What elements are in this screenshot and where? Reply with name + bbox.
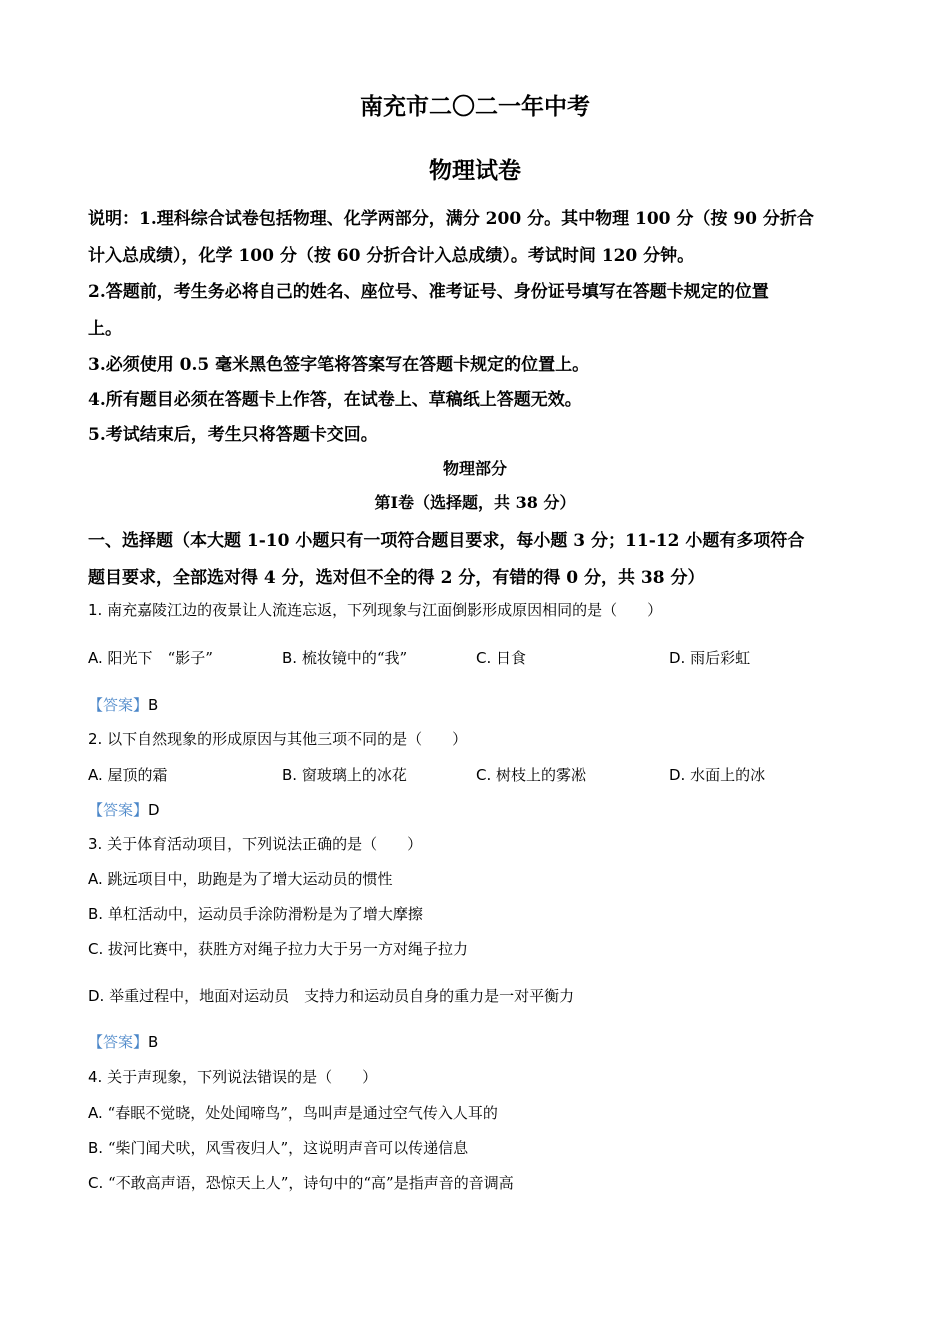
option-b: B. “柴门闻犬吠，风雪夜归人”，这说明声音可以传递信息	[88, 1139, 469, 1157]
instruction-line: 说明：1.理科综合试卷包括物理、化学两部分，满分 200 分。其中物理 100 分（按 90 分折合	[88, 209, 814, 229]
answer-tag: 【答案】	[88, 696, 149, 714]
option-c: C. 拔河比赛中，获胜方对绳子拉力大于另一方对绳子拉力	[88, 940, 469, 958]
question-number: 3.	[88, 835, 103, 853]
option-a: A. 跳远项目中，助跑是为了增大运动员的惯性	[88, 870, 393, 888]
option-d: D. 举重过程中，地面对运动员 支持力和运动员自身的重力是一对平衡力	[88, 987, 575, 1005]
instruction-line: 3.必须使用 0.5 毫米黑色签字笔将答案写在答题卡规定的位置上。	[88, 355, 590, 375]
answer-tag: 【答案】	[88, 801, 149, 819]
question-number: 2.	[88, 730, 103, 748]
answer-value: D	[148, 801, 160, 819]
question-stem: 1. 南充嘉陵江边的夜景让人流连忘返，下列现象与江面倒影形成原因相同的是（ ）	[88, 601, 663, 619]
answer-value: B	[148, 696, 159, 714]
page-title: 南充市二〇二一年中考	[360, 93, 590, 120]
instruction-line: 4.所有题目必须在答题卡上作答，在试卷上、草稿纸上答题无效。	[88, 390, 582, 410]
page-subtitle: 物理试卷	[429, 157, 521, 184]
question-stem: 4. 关于声现象，下列说法错误的是（ ）	[88, 1068, 378, 1086]
option-a: A. “春眠不觉晓，处处闻啼鸟”，鸟叫声是通过空气传入人耳的	[88, 1104, 498, 1122]
volume-heading: 第Ⅰ卷（选择题，共 38 分）	[374, 493, 576, 512]
option-b: B. 梳妆镜中的“我”	[282, 649, 408, 667]
instruction-line: 上。	[88, 319, 122, 339]
answer-value: B	[148, 1033, 159, 1051]
option-c: C. 树枝上的雾凇	[476, 766, 587, 784]
answer-tag: 【答案】	[88, 1033, 149, 1051]
section-heading: 一、选择题（本大题 1-10 小题只有一项符合题目要求，每小题 3 分；11-12 小题有多项符合	[88, 531, 805, 551]
instruction-line: 计入总成绩），化学 100 分（按 60 分折合计入总成绩）。考试时间 120 分钟。	[88, 246, 695, 266]
option-d: D. 雨后彩虹	[669, 649, 751, 667]
section-heading: 题目要求，全部选对得 4 分，选对但不全的得 2 分，有错的得 0 分，共 38 分）	[88, 568, 705, 588]
instruction-line: 2.答题前，考生务必将自己的姓名、座位号、准考证号、身份证号填写在答题卡规定的位置	[88, 282, 769, 302]
option-d: D. 水面上的冰	[669, 766, 766, 784]
question-stem: 3. 关于体育活动项目，下列说法正确的是（ ）	[88, 835, 423, 853]
option-c: C. 日食	[476, 649, 527, 667]
answer-line	[88, 1031, 158, 1052]
answer-line	[88, 694, 158, 715]
part-heading: 物理部分	[442, 459, 507, 478]
question-number: 1.	[88, 601, 103, 619]
option-a: A. 屋顶的霜	[88, 766, 168, 784]
question-number: 4.	[88, 1068, 103, 1086]
question-stem: 2. 以下自然现象的形成原因与其他三项不同的是（ ）	[88, 730, 468, 748]
option-a: A. 阳光下 “影子”	[88, 649, 213, 667]
instruction-line: 5.考试结束后，考生只将答题卡交回。	[88, 425, 378, 445]
option-b: B. 单杠活动中，运动员手涂防滑粉是为了增大摩擦	[88, 905, 423, 923]
option-b: B. 窗玻璃上的冰花	[282, 766, 407, 784]
option-c: C. “不敢高声语，恐惊天上人”，诗句中的“高”是指声音的音调高	[88, 1174, 514, 1192]
answer-line	[88, 799, 160, 820]
